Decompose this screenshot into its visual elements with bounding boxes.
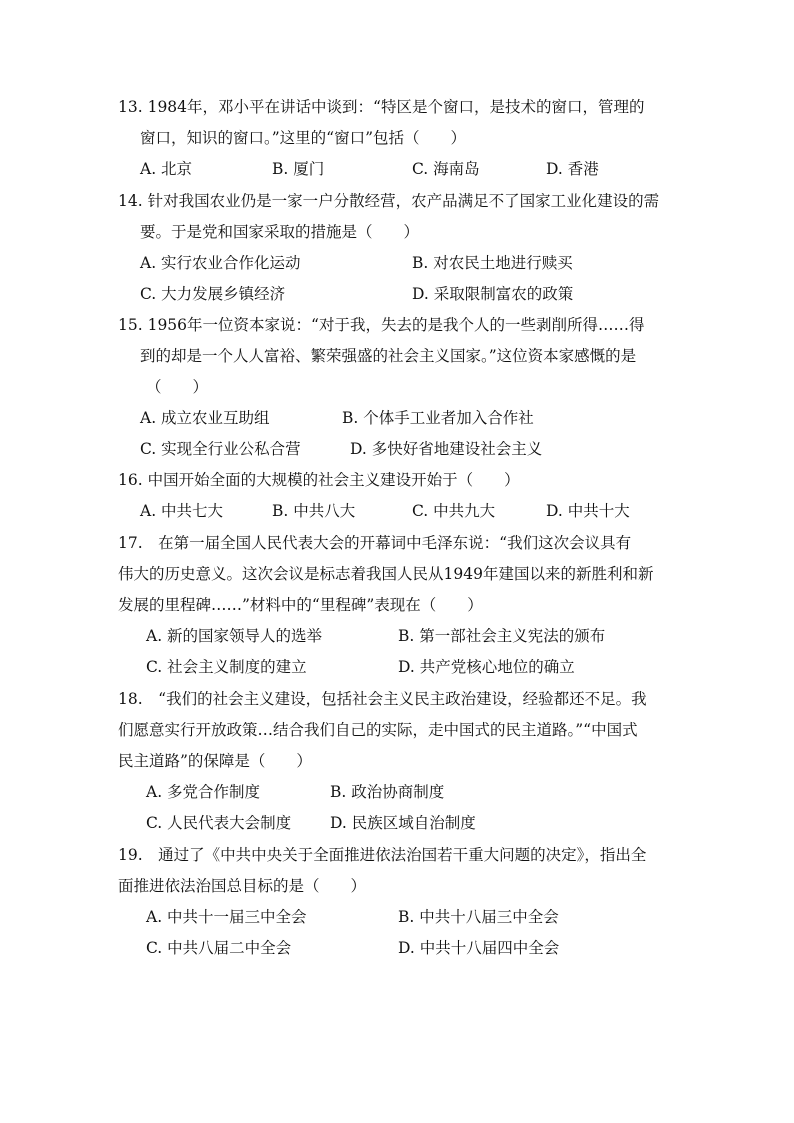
question-17-line-1: 17. 在第一届全国人民代表大会的开幕词中毛泽东说：“我们这次会议具有 (118, 534, 632, 552)
question-17-option-a: A. 新的国家领导人的选举 (146, 627, 323, 645)
question-15-option-a: A. 成立农业互助组 (140, 409, 270, 427)
question-15-option-c: C. 实现全行业公私合营 (140, 440, 301, 458)
question-13-option-d: D. 香港 (546, 160, 599, 178)
question-19-option-a: A. 中共十一届三中全会 (146, 908, 307, 926)
question-16-option-c: C. 中共九大 (412, 502, 496, 520)
question-19-option-c: C. 中共八届二中全会 (146, 939, 292, 957)
question-14-option-b: B. 对农民土地进行赎买 (412, 254, 573, 272)
question-15-line-3: （ ） (146, 378, 209, 396)
question-17-option-c: C. 社会主义制度的建立 (146, 658, 307, 676)
question-18-line-2: 们愿意实行开放政策…结合我们自己的实际，走中国式的民主道路。”“中国式 (118, 721, 638, 739)
question-16-option-a: A. 中共七大 (140, 502, 224, 520)
question-19-line-1: 19. 通过了《中共中央关于全面推进依法治国若干重大问题的决定》，指出全 (118, 846, 647, 864)
question-13-line-1: 13. 1984年，邓小平在讲话中谈到：“特区是个窗口，是技术的窗口，管理的 (118, 98, 645, 116)
question-13-option-a: A. 北京 (140, 160, 193, 178)
question-13-line-2: 窗口，知识的窗口。”这里的“窗口”包括（ ） (140, 129, 467, 147)
question-15-line-1: 15. 1956年一位资本家说：“对于我，失去的是我个人的一些剥削所得……得 (118, 316, 645, 334)
question-16-option-b: B. 中共八大 (272, 502, 356, 520)
question-14-line-1: 14. 针对我国农业仍是一家一户分散经营，农产品满足不了国家工业化建设的需 (118, 192, 660, 210)
question-18-line-3: 民主道路”的保障是（ ） (118, 752, 312, 770)
question-15-line-2: 到的却是一个人人富裕、繁荣强盛的社会主义国家。”这位资本家感慨的是 (140, 347, 637, 365)
question-18-option-b: B. 政治协商制度 (330, 783, 445, 801)
question-16-option-d: D. 中共十大 (546, 502, 630, 520)
question-18-line-1: 18. “我们的社会主义建设，包括社会主义民主政治建设，经验都还不足。我 (118, 690, 647, 708)
question-14-line-2: 要。于是党和国家采取的措施是（ ） (140, 223, 420, 241)
question-14-option-d: D. 采取限制富农的政策 (412, 285, 574, 303)
question-19-option-b: B. 中共十八届三中全会 (398, 908, 559, 926)
question-13-option-b: B. 厦门 (272, 160, 325, 178)
question-14-option-a: A. 实行农业合作化运动 (140, 254, 301, 272)
question-18-option-c: C. 人民代表大会制度 (146, 814, 292, 832)
question-15-option-d: D. 多快好省地建设社会主义 (350, 440, 543, 458)
question-16-line-1: 16. 中国开始全面的大规模的社会主义建设开始于（ ） (118, 471, 520, 489)
question-15-option-b: B. 个体手工业者加入合作社 (342, 409, 534, 427)
question-14-option-c: C. 大力发展乡镇经济 (140, 285, 286, 303)
question-13-option-c: C. 海南岛 (412, 160, 480, 178)
question-17-option-b: B. 第一部社会主义宪法的颁布 (398, 627, 606, 645)
question-19-line-2: 面推进依法治国总目标的是（ ） (118, 877, 367, 895)
question-19-option-d: D. 中共十八届四中全会 (398, 939, 560, 957)
question-17-line-3: 发展的里程碑……”材料中的“里程碑”表现在（ ） (118, 596, 483, 614)
question-18-option-d: D. 民族区域自治制度 (330, 814, 476, 832)
question-18-option-a: A. 多党合作制度 (146, 783, 261, 801)
question-17-line-2: 伟大的历史意义。这次会议是标志着我国人民从1949年建国以来的新胜利和新 (118, 565, 654, 583)
question-17-option-d: D. 共产党核心地位的确立 (398, 658, 575, 676)
